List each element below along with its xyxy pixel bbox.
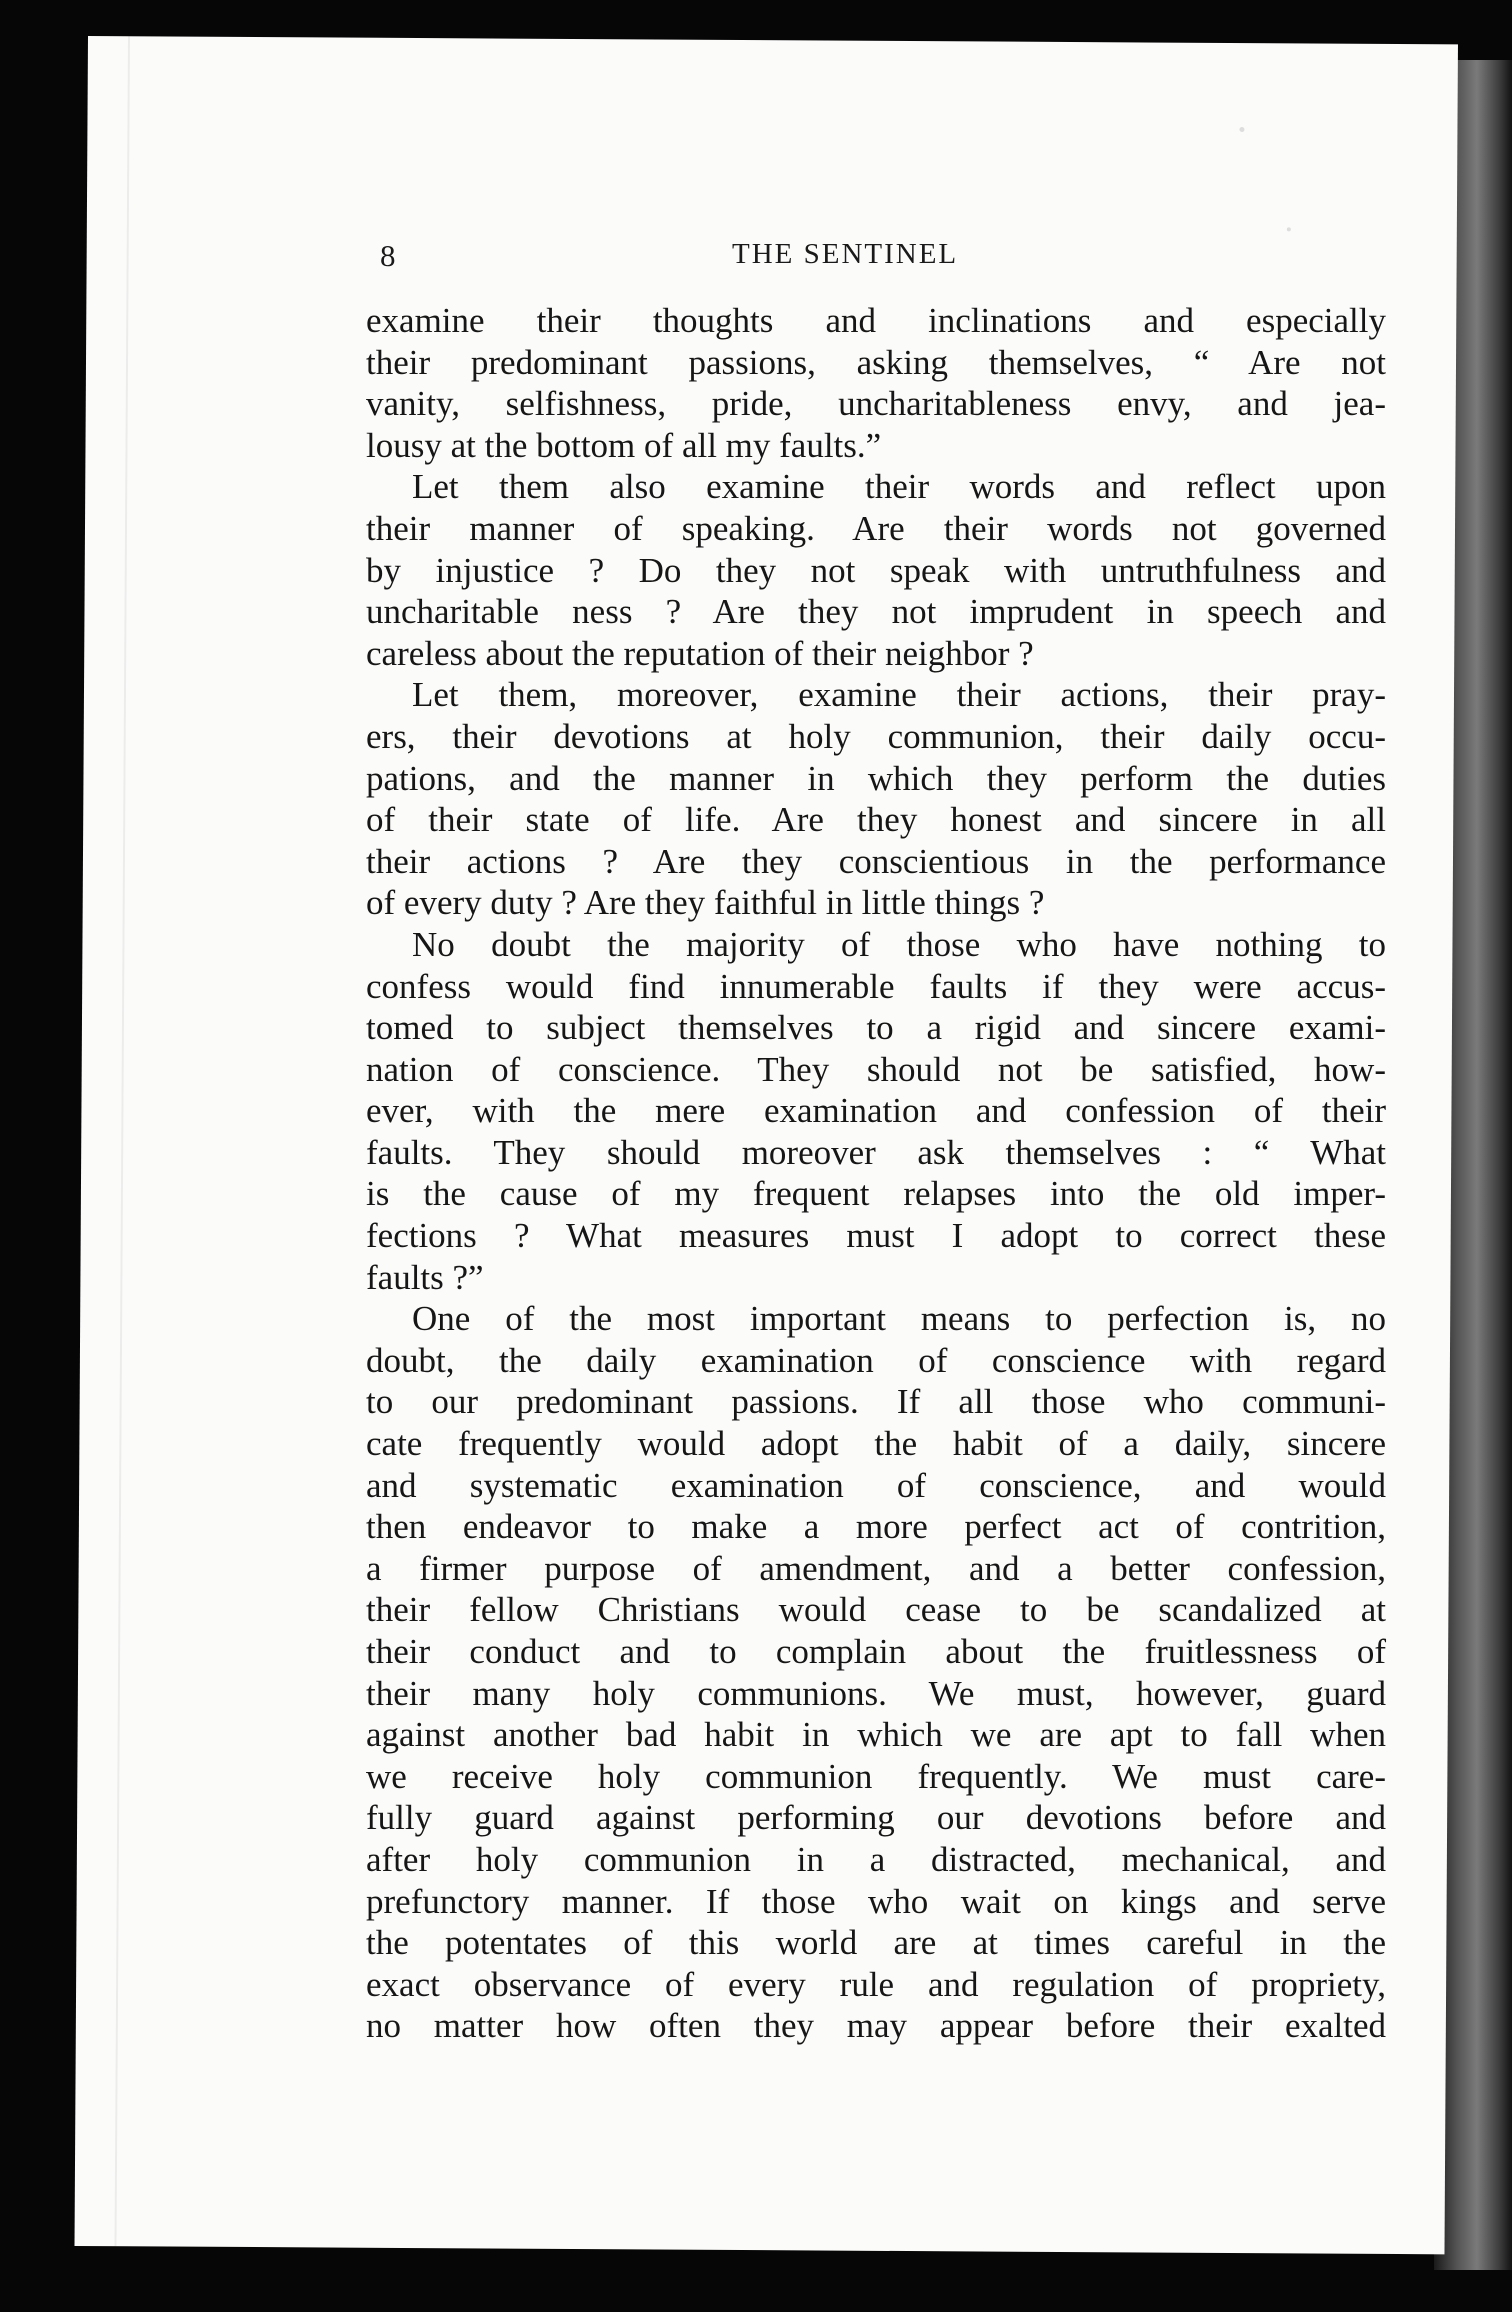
text-line: a firmer purpose of amendment, and a better confession, [366, 1548, 1386, 1588]
text-line: ever, with the mere examination and confession of their [366, 1091, 1386, 1131]
body-text [366, 300, 1386, 2047]
text-line: examine their thoughts and inclinations and especially [366, 301, 1386, 340]
text-line: tomed to subject themselves to a rigid and sincere exami- [366, 1008, 1386, 1048]
text-line: of their state of life. Are they honest and sincere in all [366, 800, 1386, 840]
text-line: we receive holy communion frequently. We must care- [366, 1756, 1386, 1796]
text-line: their conduct and to complain about the fruitlessness of [366, 1632, 1386, 1671]
text-line: faults ?” [366, 1257, 484, 1297]
text-line: lousy at the bottom of all my faults.” [366, 425, 882, 465]
text-line: cate frequently would adopt the habit of a daily, sincere [366, 1424, 1386, 1464]
text-line: Let them, moreover, examine their actions, their pray- [412, 675, 1386, 715]
text-line: after holy communion in a distracted, mechanical, and [366, 1839, 1386, 1879]
running-title: THE SENTINEL [732, 238, 959, 270]
text-line: One of the most important means to perfection is, no [412, 1299, 1386, 1339]
dust-speck [1239, 127, 1244, 132]
text-line: against another bad habit in which we are apt to fall when [366, 1715, 1386, 1755]
text-line: their manner of speaking. Are their words not governed [366, 508, 1386, 548]
text-line: pations, and the manner in which they perform the duties [366, 758, 1386, 798]
text-line: then endeavor to make a more perfect act of contrition, [366, 1507, 1386, 1547]
text-line: prefunctory manner. If those who wait on kings and serve [366, 1881, 1386, 1921]
text-line: careless about the reputation of their neighbor ? [366, 633, 1034, 673]
dust-speck [1287, 227, 1291, 231]
text-line: and systematic examination of conscience, and would [366, 1465, 1386, 1505]
text-line: the potentates of this world are at times careful in the [366, 1923, 1386, 1963]
text-line: of every duty ? Are they faithful in little things ? [366, 883, 1045, 923]
text-line: their fellow Christians would cease to be scandalized at [366, 1590, 1386, 1630]
text-line: their actions ? Are they conscientious in the performance [366, 841, 1386, 881]
text-line: their predominant passions, asking themselves, “ Are not [366, 342, 1386, 382]
text-line: uncharitable ness ? Are they not imprudent in speech and [366, 592, 1386, 632]
text-line: exact observance of every rule and regulation of propriety, [366, 1964, 1386, 2004]
text-line: confess would find innumerable faults if they were accus- [366, 966, 1386, 1006]
text-line: no matter how often they may appear before their exalted [366, 2006, 1386, 2046]
text-line: Let them also examine their words and reflect upon [412, 467, 1386, 507]
text-line: ers, their devotions at holy communion, their daily occu- [366, 716, 1386, 756]
page-header [380, 238, 1380, 278]
text-line: vanity, selfishness, pride, uncharitableness envy, and jea- [366, 384, 1386, 424]
text-line: doubt, the daily examination of conscience with regard [366, 1340, 1386, 1380]
page-number: 8 [380, 238, 396, 273]
text-line: is the cause of my frequent relapses into the old imper- [366, 1174, 1386, 1214]
text-line: to our predominant passions. If all those who communi- [366, 1382, 1386, 1422]
text-line: by injustice ? Do they not speak with untruthfulness and [366, 550, 1386, 590]
text-line: nation of conscience. They should not be satisfied, how- [366, 1049, 1386, 1089]
text-line: No doubt the majority of those who have nothing to [412, 924, 1386, 964]
text-line: faults. They should moreover ask themselves : “ What [366, 1132, 1386, 1172]
text-line: fections ? What measures must I adopt to correct these [366, 1216, 1386, 1256]
text-line: fully guard against performing our devotions before and [366, 1798, 1386, 1838]
text-line: their many holy communions. We must, however, guard [366, 1673, 1386, 1713]
